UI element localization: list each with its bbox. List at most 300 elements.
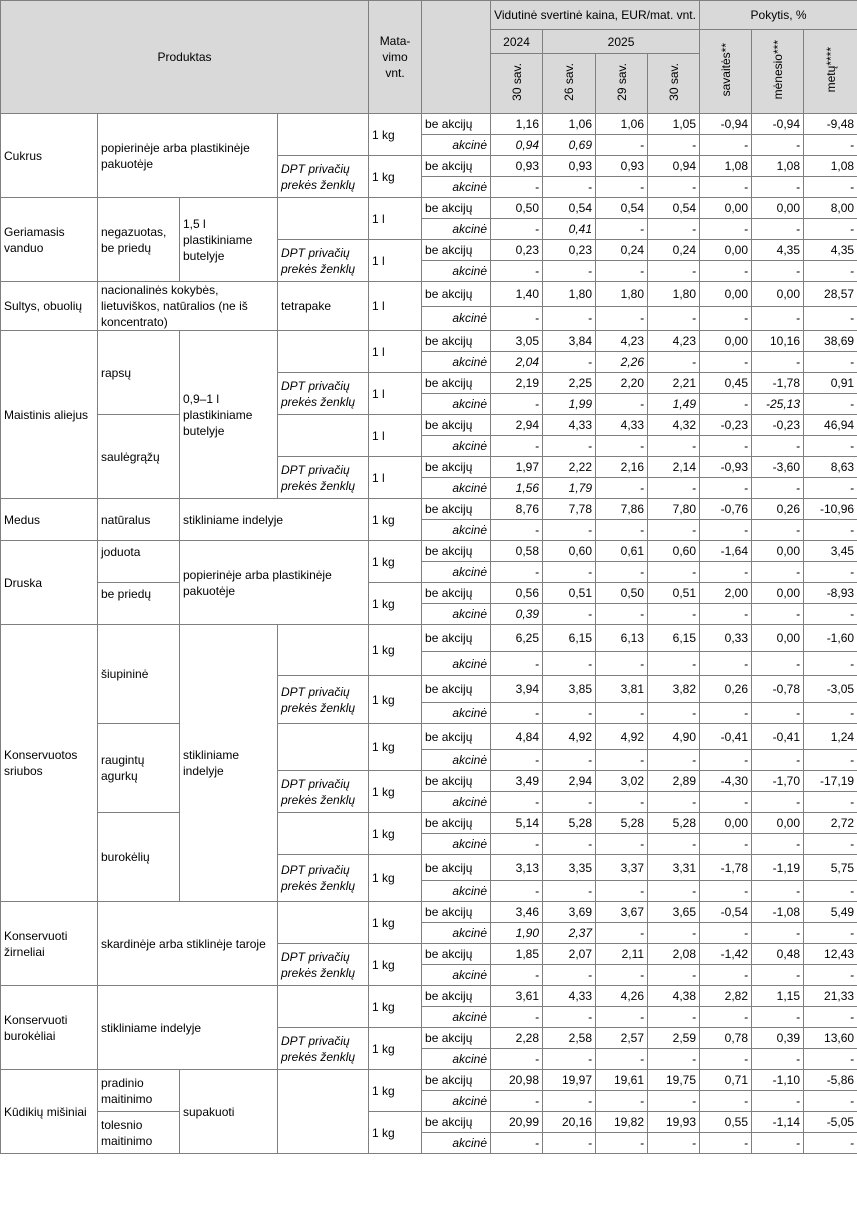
type-blank [278,198,369,240]
value-cell: 2,94 [491,415,543,436]
value-cell: - [491,1133,543,1154]
type-be-akciju: be akcijų [422,240,491,261]
value-cell: - [491,965,543,986]
unit: 1 kg [369,724,422,771]
value-cell: 0,24 [648,240,700,261]
value-cell: - [491,1007,543,1028]
value-cell: - [804,562,857,583]
value-cell: 0,60 [648,541,700,562]
unit: 1 l [369,198,422,240]
value-cell: 3,35 [543,855,596,881]
value-cell: - [648,703,700,724]
value-cell: - [648,792,700,813]
value-cell: - [543,1133,596,1154]
sriubos-agurku: raugintų agurkų [98,724,180,813]
value-cell: -4,30 [700,771,752,792]
value-cell: - [543,1007,596,1028]
value-cell: 1,15 [752,986,804,1007]
value-cell: - [648,352,700,373]
type-akcine: akcinė [422,792,491,813]
group-aliejus: Maistinis aliejus [1,331,98,499]
value-cell: - [752,562,804,583]
value-cell: 5,14 [491,813,543,834]
type-be-akciju: be akcijų [422,282,491,307]
value-cell: 1,40 [491,282,543,307]
value-cell: - [804,219,857,240]
type-akcine: akcinė [422,562,491,583]
value-cell: - [804,478,857,499]
value-cell: 1,79 [543,478,596,499]
value-cell: - [648,436,700,457]
value-cell: 5,75 [804,855,857,881]
value-cell: 19,82 [596,1112,648,1133]
value-cell: - [648,965,700,986]
value-cell: 4,92 [596,724,648,750]
header-week: 30 sav. [491,54,543,114]
header-week: 26 sav. [543,54,596,114]
value-cell: - [700,177,752,198]
value-cell: - [543,881,596,902]
value-cell: - [596,219,648,240]
value-cell: - [596,881,648,902]
type-be-akciju: be akcijų [422,771,491,792]
zirneliai-sub: skardinėje arba stiklinėje taroje [98,902,278,986]
type-akcine: akcinė [422,394,491,415]
value-cell: - [752,923,804,944]
value-cell: - [804,750,857,771]
value-cell: - [752,1091,804,1112]
value-cell: - [700,750,752,771]
value-cell: - [752,1007,804,1028]
header-matavimo-vnt: Mata-vimo vnt. [369,1,422,114]
druska-pack: popierinėje arba plastikinėje pakuotėje [180,541,369,625]
value-cell: 2,11 [596,944,648,965]
value-cell: - [700,881,752,902]
unit: 1 kg [369,771,422,813]
unit: 1 kg [369,902,422,944]
value-cell: - [543,177,596,198]
value-cell: 0,94 [491,135,543,156]
value-cell: -5,86 [804,1070,857,1091]
unit: 1 l [369,282,422,331]
value-cell: -10,96 [804,499,857,520]
value-cell: 1,49 [648,394,700,415]
value-cell: 1,80 [648,282,700,307]
value-cell: 2,94 [543,771,596,792]
value-cell: 0,23 [543,240,596,261]
value-cell: - [596,177,648,198]
type-be-akciju: be akcijų [422,1112,491,1133]
value-cell: 0,48 [752,944,804,965]
value-cell: 13,60 [804,1028,857,1049]
value-cell: - [491,436,543,457]
value-cell: - [752,1049,804,1070]
value-cell: 0,69 [543,135,596,156]
value-cell: - [648,652,700,676]
value-cell: 4,90 [648,724,700,750]
value-cell: 0,00 [700,282,752,307]
value-cell: - [648,135,700,156]
value-cell: -3,05 [804,676,857,703]
value-cell: - [700,562,752,583]
value-cell: - [648,520,700,541]
value-cell: 8,63 [804,457,857,478]
value-cell: 1,06 [596,114,648,135]
unit: 1 kg [369,499,422,541]
value-cell: - [700,703,752,724]
cukrus-sub: popierinėje arba plastikinėje pakuotėje [98,114,278,198]
value-cell: 19,75 [648,1070,700,1091]
value-cell: -0,23 [752,415,804,436]
value-cell: 0,00 [752,583,804,604]
value-cell: 3,82 [648,676,700,703]
value-cell: 0,00 [700,240,752,261]
value-cell: 3,37 [596,855,648,881]
value-cell: 0,60 [543,541,596,562]
value-cell: - [752,652,804,676]
value-cell: 3,02 [596,771,648,792]
value-cell: 5,28 [596,813,648,834]
value-cell: - [700,520,752,541]
value-cell: 7,78 [543,499,596,520]
vanduo-sub: negazuotas, be priedų [98,198,180,282]
value-cell: 28,57 [804,282,857,307]
value-cell: 2,28 [491,1028,543,1049]
value-cell: 0,26 [700,676,752,703]
value-cell: 5,28 [543,813,596,834]
unit: 1 l [369,415,422,457]
value-cell: - [752,436,804,457]
medus-sub: natūralus [98,499,180,541]
aliejus-rapsu: rapsų [98,331,180,415]
type-be-akciju: be akcijų [422,373,491,394]
value-cell: - [752,306,804,331]
value-cell: - [804,1133,857,1154]
value-cell: -1,19 [752,855,804,881]
value-cell: - [543,261,596,282]
unit: 1 kg [369,156,422,198]
value-cell: - [596,394,648,415]
value-cell: 3,69 [543,902,596,923]
value-cell: -1,64 [700,541,752,562]
value-cell: 0,00 [752,282,804,307]
value-cell: 0,00 [700,331,752,352]
type-be-akciju: be akcijų [422,813,491,834]
value-cell: 0,00 [752,198,804,219]
type-akcine: akcinė [422,135,491,156]
value-cell: - [752,261,804,282]
value-cell: -0,76 [700,499,752,520]
value-cell: - [804,834,857,855]
value-cell: 20,16 [543,1112,596,1133]
type-akcine: akcinė [422,703,491,724]
value-cell: -0,94 [752,114,804,135]
value-cell: 0,93 [596,156,648,177]
value-cell: -1,10 [752,1070,804,1091]
type-be-akciju: be akcijų [422,457,491,478]
value-cell: 4,33 [596,415,648,436]
value-cell: 0,00 [752,625,804,652]
value-cell: - [752,478,804,499]
unit: 1 l [369,240,422,282]
type-akcine: akcinė [422,652,491,676]
value-cell: - [804,1007,857,1028]
type-akcine: akcinė [422,352,491,373]
value-cell: 19,93 [648,1112,700,1133]
header-vidutine-kaina: Vidutinė svertinė kaina, EUR/mat. vnt. [491,1,700,30]
type-akcine: akcinė [422,436,491,457]
value-cell: - [700,1007,752,1028]
value-cell: - [648,1133,700,1154]
value-cell: - [752,352,804,373]
value-cell: - [543,562,596,583]
value-cell: - [491,520,543,541]
kudikiu-tolesnio: tolesnio maitinimo [98,1112,180,1154]
type-blank [278,331,369,373]
value-cell: - [648,261,700,282]
type-akcine: akcinė [422,923,491,944]
type-be-akciju: be akcijų [422,583,491,604]
value-cell: 0,51 [648,583,700,604]
value-cell: - [596,562,648,583]
value-cell: 1,80 [596,282,648,307]
value-cell: 6,25 [491,625,543,652]
value-cell: 0,54 [648,198,700,219]
value-cell: -8,93 [804,583,857,604]
sriubos-siupinine: šiupininė [98,625,180,724]
type-be-akciju: be akcijų [422,676,491,703]
type-akcine: akcinė [422,604,491,625]
value-cell: 3,61 [491,986,543,1007]
type-be-akciju: be akcijų [422,198,491,219]
type-be-akciju: be akcijų [422,415,491,436]
value-cell: - [700,135,752,156]
type-blank [278,114,369,156]
unit: 1 kg [369,1112,422,1154]
value-cell: - [596,261,648,282]
sultys-pack: tetrapake [278,282,369,331]
value-cell: - [491,261,543,282]
medus-pack: stikliniame indelyje [180,499,369,541]
type-akcine: akcinė [422,478,491,499]
value-cell: - [804,261,857,282]
value-cell: - [596,1091,648,1112]
value-cell: 3,85 [543,676,596,703]
value-cell: - [700,652,752,676]
value-cell: -17,19 [804,771,857,792]
sriubos-burokeliu: burokėlių [98,813,180,902]
value-cell: 4,92 [543,724,596,750]
value-cell: - [491,792,543,813]
value-cell: - [752,219,804,240]
value-cell: - [491,703,543,724]
value-cell: - [648,177,700,198]
value-cell: - [804,652,857,676]
value-cell: 21,33 [804,986,857,1007]
value-cell: 3,49 [491,771,543,792]
value-cell: - [543,520,596,541]
type-akcine: akcinė [422,965,491,986]
group-burokeliai: Konservuoti burokėliai [1,986,98,1070]
value-cell: - [804,177,857,198]
value-cell: 1,16 [491,114,543,135]
value-cell: 0,71 [700,1070,752,1091]
value-cell: - [543,1049,596,1070]
kudikiu-pradinio: pradinio maitinimo [98,1070,180,1112]
dpt-label: DPT privačių prekės ženklų [278,156,369,198]
value-cell: 4,38 [648,986,700,1007]
value-cell: 1,97 [491,457,543,478]
value-cell: - [700,478,752,499]
value-cell: - [752,177,804,198]
value-cell: - [648,604,700,625]
value-cell: - [543,604,596,625]
dpt-label: DPT privačių prekės ženklų [278,771,369,813]
value-cell: - [491,562,543,583]
value-cell: 2,22 [543,457,596,478]
value-cell: -1,70 [752,771,804,792]
value-cell: 1,85 [491,944,543,965]
value-cell: - [543,352,596,373]
value-cell: - [648,219,700,240]
value-cell: 0,45 [700,373,752,394]
value-cell: - [596,306,648,331]
value-cell: 3,94 [491,676,543,703]
unit: 1 kg [369,855,422,902]
type-blank [278,625,369,676]
value-cell: - [648,1007,700,1028]
sultys-sub: nacionalinės kokybės, lietuviškos, natūralios (ne iš koncentrato) [98,282,278,331]
vanduo-pack: 1,5 l plastikiniame butelyje [180,198,278,282]
value-cell: - [596,792,648,813]
value-cell: 0,78 [700,1028,752,1049]
value-cell: 2,21 [648,373,700,394]
value-cell: 2,37 [543,923,596,944]
value-cell: -9,48 [804,114,857,135]
unit: 1 l [369,331,422,373]
value-cell: 1,08 [700,156,752,177]
type-akcine: akcinė [422,834,491,855]
value-cell: - [648,1091,700,1112]
value-cell: - [700,436,752,457]
value-cell: - [491,306,543,331]
value-cell: 2,57 [596,1028,648,1049]
value-cell: -25,13 [752,394,804,415]
value-cell: -5,05 [804,1112,857,1133]
value-cell: - [596,1007,648,1028]
value-cell: 4,23 [648,331,700,352]
value-cell: 5,28 [648,813,700,834]
value-cell: 0,00 [700,813,752,834]
value-cell: 2,08 [648,944,700,965]
value-cell: 1,08 [804,156,857,177]
value-cell: 2,16 [596,457,648,478]
value-cell: - [648,881,700,902]
druska-be-priedu: be priedų [98,583,180,625]
value-cell: 0,93 [491,156,543,177]
value-cell: 1,90 [491,923,543,944]
type-be-akciju: be akcijų [422,902,491,923]
value-cell: - [596,520,648,541]
value-cell: - [596,604,648,625]
value-cell: 2,14 [648,457,700,478]
value-cell: 7,86 [596,499,648,520]
value-cell: - [491,394,543,415]
value-cell: 0,54 [543,198,596,219]
header-produktas: Produktas [1,1,369,114]
value-cell: -1,78 [700,855,752,881]
value-cell: 3,81 [596,676,648,703]
value-cell: 1,24 [804,724,857,750]
value-cell: 19,97 [543,1070,596,1091]
value-cell: 46,94 [804,415,857,436]
header-pokytis: Pokytis, % [700,1,857,30]
dpt-label: DPT privačių prekės ženklų [278,944,369,986]
header-menesio: mėnesio*** [752,30,804,114]
value-cell: 3,13 [491,855,543,881]
header-week: 30 sav. [648,54,700,114]
value-cell: - [700,1133,752,1154]
unit: 1 kg [369,1070,422,1112]
value-cell: 7,80 [648,499,700,520]
value-cell: -0,41 [752,724,804,750]
value-cell: - [648,562,700,583]
value-cell: - [752,881,804,902]
value-cell: 4,26 [596,986,648,1007]
value-cell: - [804,135,857,156]
type-blank [278,1070,369,1154]
value-cell: - [596,1133,648,1154]
value-cell: 4,33 [543,415,596,436]
value-cell: -0,94 [700,114,752,135]
value-cell: 1,99 [543,394,596,415]
value-cell: 3,31 [648,855,700,881]
value-cell: 0,55 [700,1112,752,1133]
aliejus-pack: 0,9–1 l plastikiniame butelyje [180,331,278,499]
value-cell: 2,04 [491,352,543,373]
value-cell: 4,35 [752,240,804,261]
value-cell: 4,23 [596,331,648,352]
value-cell: 2,20 [596,373,648,394]
value-cell: - [752,792,804,813]
value-cell: -0,78 [752,676,804,703]
value-cell: - [596,703,648,724]
value-cell: 0,00 [752,813,804,834]
unit: 1 kg [369,676,422,724]
druska-joduota: joduota [98,541,180,583]
type-be-akciju: be akcijų [422,1028,491,1049]
value-cell: - [543,834,596,855]
value-cell: - [543,652,596,676]
value-cell: 6,15 [648,625,700,652]
value-cell: 4,35 [804,240,857,261]
unit: 1 kg [369,583,422,625]
group-druska: Druska [1,541,98,625]
unit: 1 kg [369,114,422,156]
value-cell: 2,25 [543,373,596,394]
value-cell: 2,72 [804,813,857,834]
unit: 1 l [369,457,422,499]
unit: 1 kg [369,944,422,986]
value-cell: 20,99 [491,1112,543,1133]
value-cell: -1,14 [752,1112,804,1133]
value-cell: 2,19 [491,373,543,394]
value-cell: -1,60 [804,625,857,652]
value-cell: - [752,1133,804,1154]
value-cell: 0,94 [648,156,700,177]
group-sriubos: Konservuotos sriubos [1,625,98,902]
value-cell: - [700,1049,752,1070]
